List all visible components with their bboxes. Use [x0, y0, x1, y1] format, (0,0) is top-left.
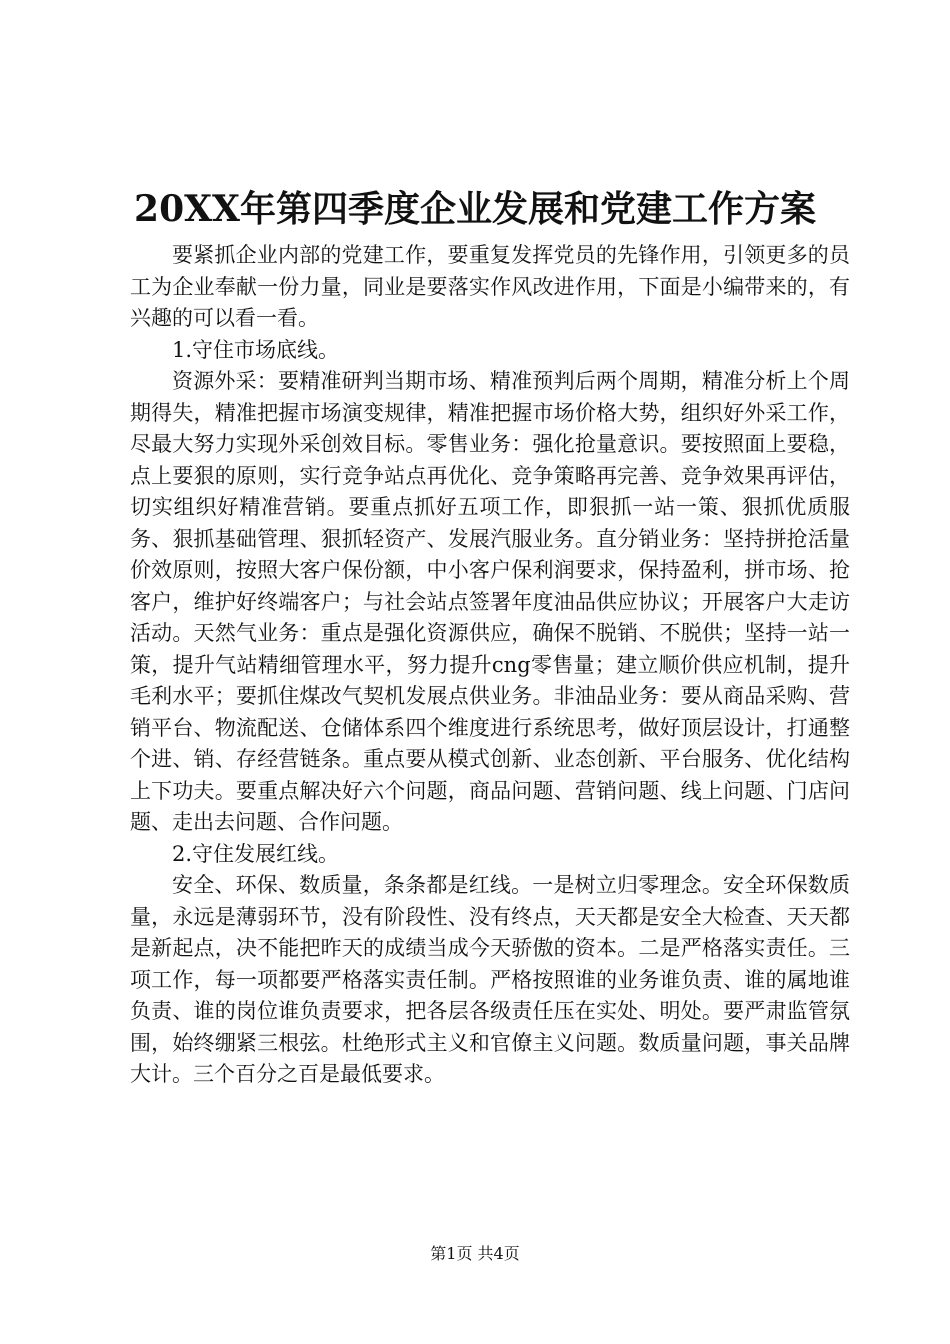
- section-body-1: 资源外采：要精准研判当期市场、精准预判后两个周期，精准分析上个周期得失，精准把握市场演变规律，精准把握市场价格大势，组织好外采工作，尽最大努力实现外采创效目标。零售业务：强化抢量意识。要按照面上要稳，点上要狠的原则，实行竞争站点再优化、竞争策略再完善、竞争效果再评估，切实组织好精准营销。要重点抓好五项工作，即狠抓一站一策、狠抓优质服务、狠抓基础管理、狠抓轻资产、发展汽服业务。直分销业务：坚持拼抢活量价效原则，按照大客户保份额，中小客户保利润要求，保持盈利，拼市场、抢客户，维护好终端客户；与社会站点签署年度油品供应协议；开展客户大走访活动。天然气业务：重点是强化资源供应，确保不脱销、不脱供；坚持一站一策，提升气站精细管理水平，努力提升cng零售量；建立顺价供应机制，提升毛利水平；要抓住煤改气契机发展点供业务。非油品业务：要从商品采购、营销平台、物流配送、仓储体系四个维度进行系统思考，做好顶层设计，打通整个进、销、存经营链条。重点要从模式创新、业态创新、平台服务、优化结构上下功夫。要重点解决好六个问题，商品问题、营销问题、线上问题、门店问题、走出去问题、合作问题。: [130, 369, 850, 834]
- intro-paragraph: 要紧抓企业内部的党建工作，要重复发挥党员的先锋作用，引领更多的员工为企业奉献一份力量，同业是要落实作风改进作用，下面是小编带来的，有兴趣的可以看一看。: [130, 243, 850, 330]
- document-body: [130, 240, 850, 1091]
- page-footer: 第1页 共4页: [430, 1244, 520, 1263]
- section-body-2: 安全、环保、数质量，条条都是红线。一是树立归零理念。安全环保数质量，永远是薄弱环节，没有阶段性、没有终点，天天都是安全大检查、天天都是新起点，决不能把昨天的成绩当成今天骄傲的资本。二是严格落实责任。三项工作，每一项都要严格落实责任制。严格按照谁的业务谁负责、谁的属地谁负责、谁的岗位谁负责要求，把各层各级责任压在实处、明处。要严肃监管氛围，始终绷紧三根弦。杜绝形式主义和官僚主义问题。数质量问题，事关品牌大计。三个百分之百是最低要求。: [130, 873, 850, 1086]
- document-title: 20XX年第四季度企业发展和党建工作方案: [134, 188, 816, 230]
- section-heading-2: 2.守住发展红线。: [172, 841, 340, 866]
- section-heading-1: 1.守住市场底线。: [172, 337, 340, 362]
